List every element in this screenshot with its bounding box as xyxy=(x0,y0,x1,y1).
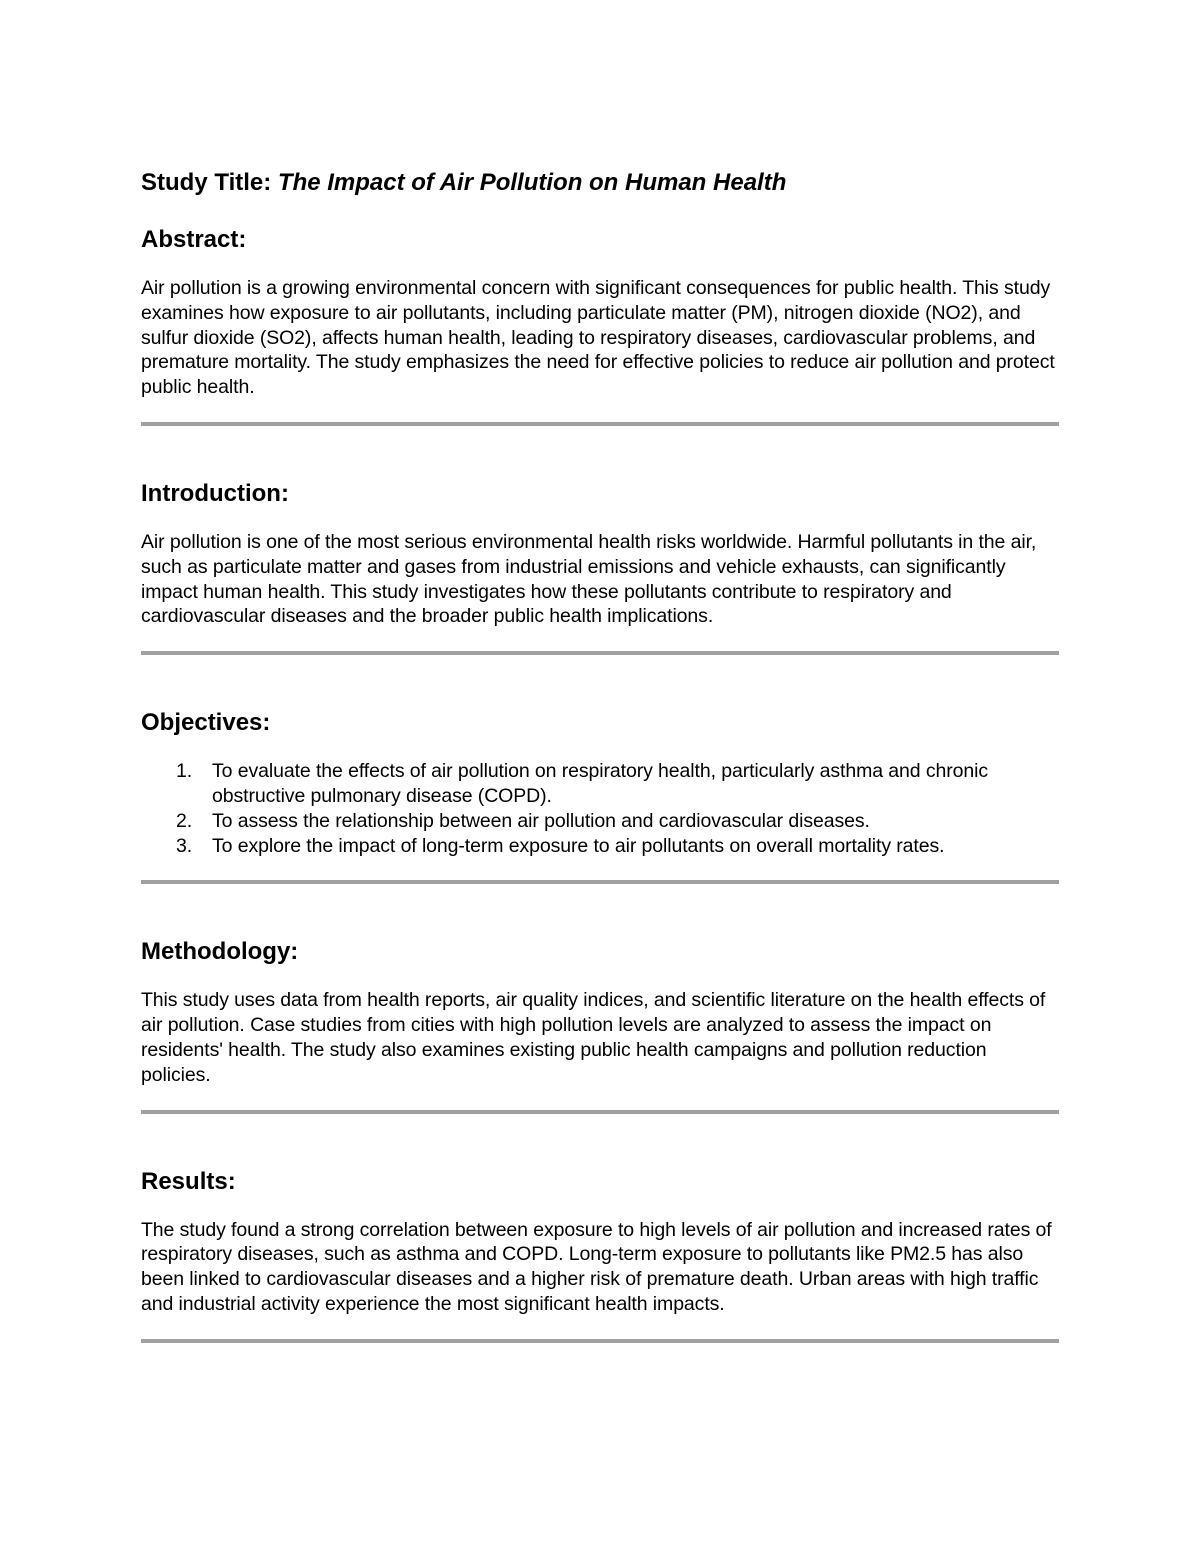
results-heading: Results: xyxy=(141,1167,236,1195)
list-item-number: 1. xyxy=(176,760,193,783)
methodology-text: This study uses data from health reports, air quality indices, and scientific literature on the health effects of air pollution. Case studies from cities with high pollution levels are analyzed to assess the impact on residents' health. The study also examines existing public health campaigns and pollution reduction policies. xyxy=(141,989,1046,1086)
document-page xyxy=(141,168,1061,1343)
study-title-value: The Impact of Air Pollution on Human Health xyxy=(277,169,787,196)
list-item-text: To explore the impact of long-term exposure to air pollutants on overall mortality rates. xyxy=(212,834,945,857)
results-text: The study found a strong correlation between exposure to high levels of air pollution and increased rates of respiratory diseases, such as asthma and COPD. Long-term exposure to pollutants like PM2.5 has also been linked to cardiovascular diseases and a higher risk of premature death. Urban areas with high traffic and industrial activity experience the most significant health impacts. xyxy=(141,1218,1052,1315)
list-item xyxy=(141,759,1061,809)
list-item-number: 3. xyxy=(176,834,193,857)
introduction-heading: Introduction: xyxy=(141,479,289,507)
list-item xyxy=(141,834,1061,859)
study-title-label: Study Title: xyxy=(141,169,272,196)
objectives-heading: Objectives: xyxy=(141,709,271,737)
abstract-text: Air pollution is a growing environmental concern with significant consequences for public health. This study examines how exposure to air pollutants, including particulate matter (PM), nitrogen dioxide (NO2), and sulfur dioxide (SO2), affects human health, leading to respiratory diseases, cardiovascular problems, and premature mortality. The study emphasizes the need for effective policies to reduce air pollution and protect public health. xyxy=(141,277,1055,399)
list-item-text: To evaluate the effects of air pollution on respiratory health, particularly asthma and chronic obstructive pulmonary disease (COPD). xyxy=(212,760,988,807)
abstract-heading: Abstract: xyxy=(141,226,247,253)
study-title xyxy=(141,168,1061,198)
list-item xyxy=(141,809,1061,834)
methodology-heading: Methodology: xyxy=(141,938,299,966)
section-divider xyxy=(141,1339,1059,1343)
list-item-text: To assess the relationship between air pollution and cardiovascular diseases. xyxy=(212,809,870,832)
introduction-text: Air pollution is one of the most serious environmental health risks worldwide. Harmful pollutants in the air, such as particulate matter and gases from industrial emissions and vehicle exhausts, can significantly impact human health. This study investigates how these pollutants contribute to respiratory and cardiovascular diseases and the broader public health implications. xyxy=(141,530,1037,628)
objectives-list xyxy=(141,759,1061,858)
list-item-number: 2. xyxy=(176,809,193,832)
